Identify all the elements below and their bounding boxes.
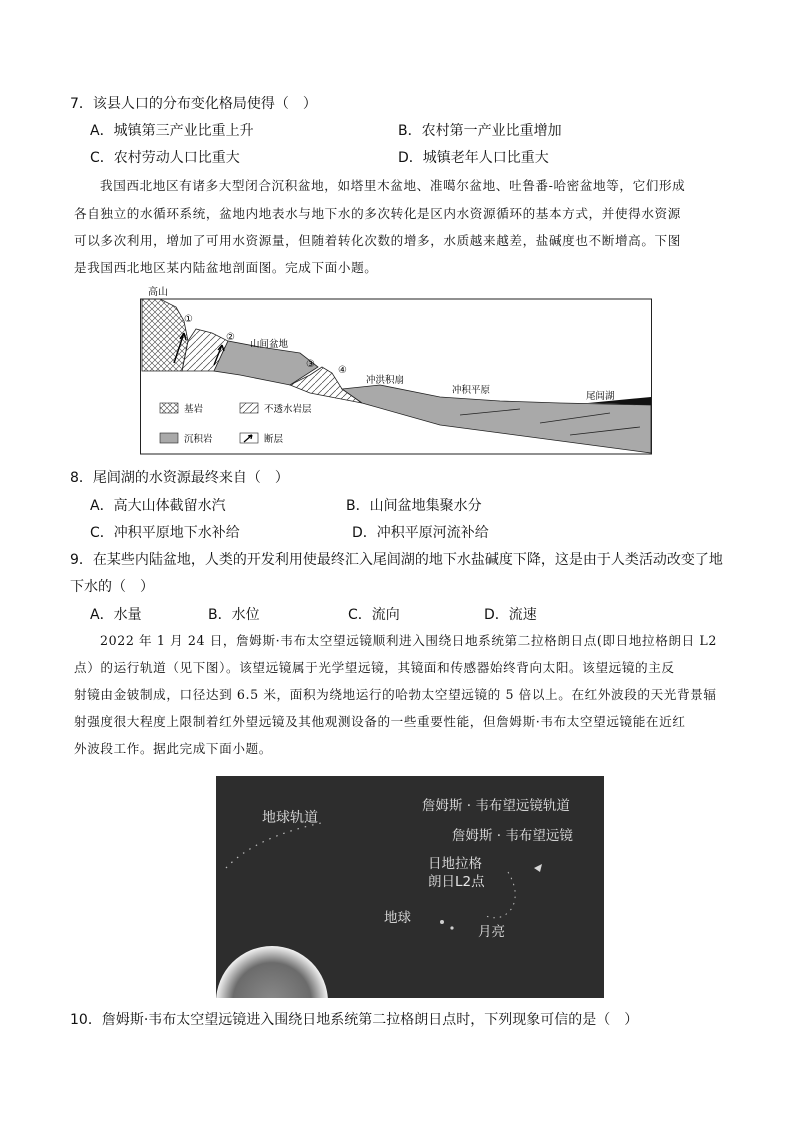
jwst-orbit-figure bbox=[216, 776, 604, 998]
passage1-line2: 各自独立的水循环系统，盆地内地表水与地下水的多次转化是区内水资源循环的基本方式，并使得水资源 bbox=[74, 206, 681, 221]
passage1-line4: 是我国西北地区某内陆盆地剖面图。完成下面小题。 bbox=[74, 260, 378, 275]
q9-option-d: D．流速 bbox=[484, 607, 537, 623]
q7-option-d: D．城镇老年人口比重大 bbox=[398, 150, 549, 166]
legend-bedrock-swatch bbox=[160, 403, 178, 413]
label-jwst-orbit: 詹姆斯 · 韦布望远镜轨道 bbox=[422, 798, 570, 814]
label-plain: 冲积平原 bbox=[452, 385, 491, 396]
q8-stem: 8．尾闾湖的水资源最终来自（ ） bbox=[70, 470, 289, 486]
label-moon: 月亮 bbox=[478, 924, 505, 940]
q7-option-b: B．农村第一产业比重增加 bbox=[398, 123, 562, 139]
basin-cross-section-figure bbox=[140, 285, 652, 455]
passage2-line1: 2022 年 1 月 24 日，詹姆斯·韦布太空望远镜顺利进入围绕日地系统第二拉格朗日点(即日地拉格朗日 L2 bbox=[100, 633, 717, 648]
label-4: ④ bbox=[338, 365, 347, 376]
fault-icon bbox=[244, 435, 252, 442]
q9-option-b: B．水位 bbox=[208, 607, 260, 623]
passage2-line2: 点）的运行轨道（见下图）。该望远镜属于光学望远镜，其镜面和传感器始终背向太阳。该望远镜的主反 bbox=[74, 660, 675, 675]
legend-aquiclude: 不透水岩层 bbox=[264, 404, 312, 415]
label-earth-orbit: 地球轨道 bbox=[262, 810, 318, 826]
label-l2-line1: 日地拉格 bbox=[428, 856, 482, 872]
legend-aquiclude-swatch bbox=[240, 403, 258, 413]
label-3: ③ bbox=[306, 359, 315, 370]
q7-option-a: A．城镇第三产业比重上升 bbox=[90, 123, 254, 139]
legend-bedrock: 基岩 bbox=[184, 404, 204, 415]
label-1: ① bbox=[184, 314, 193, 325]
q7-stem: 7．该县人口的分布变化格局使得（ ） bbox=[70, 96, 317, 112]
label-2: ② bbox=[226, 332, 235, 343]
legend-sediment-swatch bbox=[160, 433, 178, 443]
bedrock-area bbox=[142, 299, 188, 371]
q9-stem-line2: 下水的（ ） bbox=[70, 579, 154, 595]
label-basin: 山间盆地 bbox=[250, 339, 289, 350]
label-high-mountain: 高山 bbox=[148, 287, 168, 298]
q10-stem: 10．詹姆斯·韦布太空望远镜进入围绕日地系统第二拉格朗日点时，下列现象可信的是（ ） bbox=[70, 1012, 639, 1028]
q7-option-c: C．农村劳动人口比重大 bbox=[90, 150, 240, 166]
q9-option-c: C．流向 bbox=[348, 607, 400, 623]
passage2-line4: 射强度很大程度上限制着红外望远镜及其他观测设备的一些重要性能，但詹姆斯·韦布太空望远镜能在近红 bbox=[74, 714, 686, 729]
q8-option-c: C．冲积平原地下水补给 bbox=[90, 525, 240, 541]
label-fan: 冲洪积扇 bbox=[366, 375, 405, 386]
q8-option-d: D．冲积平原河流补给 bbox=[352, 525, 489, 541]
moon-dot bbox=[450, 926, 453, 929]
q9-stem-line1: 9．在某些内陆盆地，人类的开发利用使最终汇入尾闾湖的地下水盐碱度下降，这是由于人类活动改变了地 bbox=[70, 552, 723, 568]
label-l2-line2: 朗日L2点 bbox=[428, 874, 485, 890]
q9-option-a: A．水量 bbox=[90, 607, 142, 623]
legend-sediment: 沉积岩 bbox=[184, 434, 213, 445]
passage1-line3: 可以多次利用，增加了可用水资源量，但随着转化次数的增多，水质越来越差，盐碱度也不断增高。下图 bbox=[74, 233, 681, 248]
legend-fault: 断层 bbox=[264, 434, 284, 445]
q8-option-b: B．山间盆地集聚水分 bbox=[346, 498, 482, 514]
q8-option-a: A．高大山体截留水汽 bbox=[90, 498, 226, 514]
label-jwst: 詹姆斯 · 韦布望远镜 bbox=[452, 828, 573, 844]
passage1-line1: 我国西北地区有诸多大型闭合沉积盆地，如塔里木盆地、准噶尔盆地、吐鲁番-哈密盆地等，它们形成 bbox=[100, 178, 686, 193]
passage2-line3: 射镜由金铍制成，口径达到 6.5 米，面积为绕地运行的哈勃太空望远镜的 5 倍以上。在红外波段的天光背景辐 bbox=[74, 687, 717, 702]
label-lake: 尾闾湖 bbox=[586, 391, 615, 402]
earth-dot bbox=[440, 920, 444, 924]
label-earth: 地球 bbox=[384, 910, 411, 926]
passage2-line5: 外波段工作。据此完成下面小题。 bbox=[74, 741, 272, 756]
